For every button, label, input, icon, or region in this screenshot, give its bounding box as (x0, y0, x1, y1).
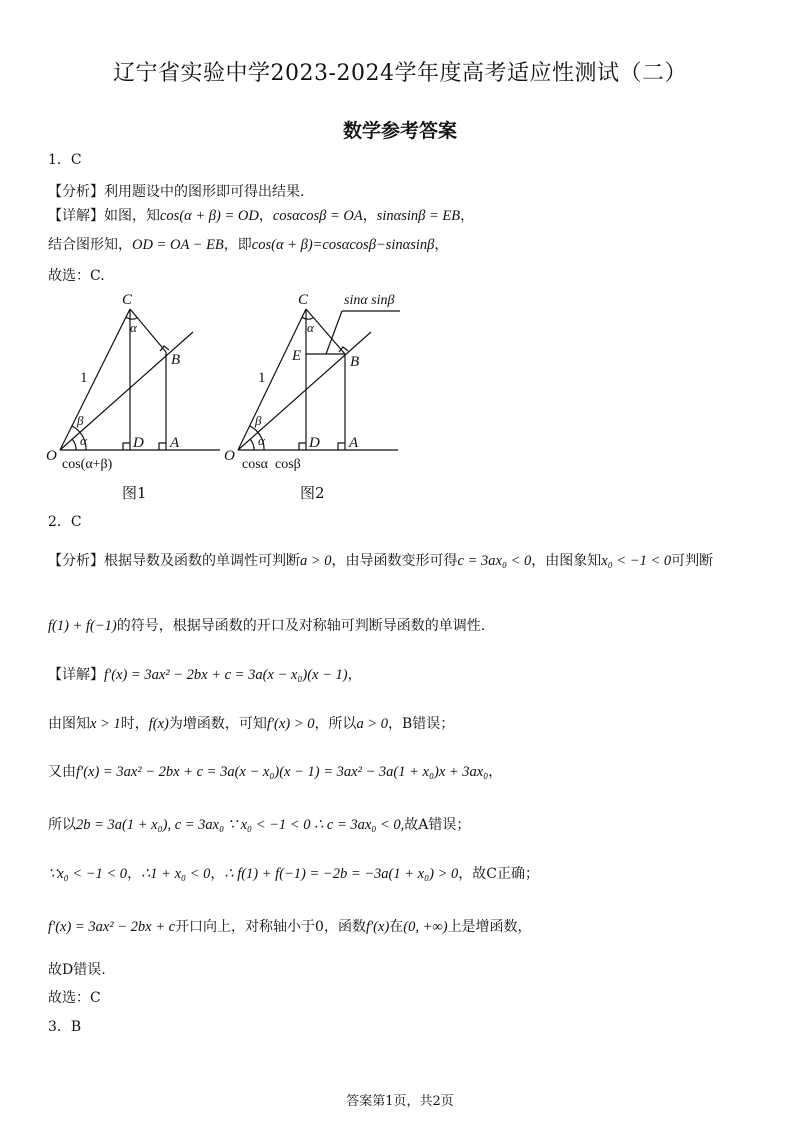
q2-math-a-positive-2: a > 0 (356, 716, 388, 732)
q2-analysis-text: 可判断 (671, 553, 714, 569)
q2-number: 2．C (48, 514, 82, 530)
q1-detail-intro: 如图，知 (104, 208, 160, 224)
text: 由图知 (48, 716, 90, 732)
text: 故A错误； (404, 817, 471, 833)
text: 时， (120, 716, 149, 732)
label-e: E (292, 348, 302, 364)
q2-math-c: c = 3ax₀ < 0 (457, 553, 532, 569)
separator: ， (460, 208, 475, 224)
q1-combine (48, 235, 760, 255)
angle-alpha-top-arc (126, 317, 137, 319)
q1-eq-sin-product: sinαsinβ = EB (376, 208, 461, 224)
analysis-tag: 【分析】 (48, 553, 104, 569)
q2-math-fprime-positive: f′(x) > 0 (266, 716, 315, 732)
q1-eq-identity: cos(α + β)=cosαcosβ−sinαsinβ (251, 237, 435, 253)
q2-analysis-line-1 (48, 551, 760, 571)
right-angle-a (159, 443, 166, 450)
separator: ， (347, 667, 362, 683)
label-c: C (298, 292, 309, 308)
q1-number: 1．C (48, 152, 82, 168)
separator: ， (258, 208, 273, 224)
label-cos-sum: cos(α+β) (62, 457, 113, 472)
q1-choice: 故选：C. (48, 268, 105, 284)
label-o: O (46, 448, 57, 464)
figure-2-diagram (218, 286, 418, 506)
label-d: D (309, 435, 320, 451)
q2-math-therefore: ∴1 + x₀ < 0 (141, 866, 211, 882)
label-b: B (171, 352, 181, 368)
q2-detail (48, 665, 760, 685)
label-o: O (224, 448, 235, 464)
q2-analysis-text: 的符号，根据导函数的开口及对称轴可判断导函数的单调性. (116, 618, 486, 634)
separator: ， (362, 208, 377, 224)
q2-analysis-text: ，由导函数变形可得 (331, 553, 458, 569)
q2-math-f-sum: f(1) + f(−1) (48, 618, 117, 634)
q2-step-5 (48, 917, 760, 937)
segment-oc (60, 309, 130, 450)
q1-detail (48, 206, 760, 226)
q2-analysis-text: ，由图象知 (531, 553, 602, 569)
text: ，B错误； (387, 716, 455, 732)
label-alpha: α (80, 433, 87, 448)
label-beta: β (255, 413, 262, 428)
text: 开口向上，对称轴小于0，函数 (175, 919, 366, 935)
q2-math-a-positive: a > 0 (300, 553, 332, 569)
q2-step-2 (48, 762, 760, 782)
q2-math-expansion: f′(x) = 3ax² − 2bx + c = 3a(x − x₀)(x − 1) = 3ax² − 3a(1 + x₀)x + 3ax₀ (76, 764, 489, 780)
angle-alpha-top-arc (302, 317, 313, 319)
q2-choice: 故选：C (48, 990, 101, 1006)
q1-analysis (48, 182, 760, 202)
label-sin-product: sinα sinβ (344, 293, 395, 308)
q2-math-because: ∵x₀ < −1 < 0 (48, 866, 128, 882)
q2-step-3 (48, 815, 760, 835)
q2-math-fx: f(x) (148, 716, 169, 732)
q2-step-6: 故D错误. (48, 962, 106, 978)
text: 所以 (48, 817, 76, 833)
detail-tag: 【详解】 (48, 667, 104, 683)
angle-alpha-arc (250, 439, 254, 450)
q2-math-interval: (0, +∞) (403, 919, 448, 935)
label-b: B (350, 354, 360, 370)
text: 上是增函数， (447, 919, 532, 935)
q1-eq-cos-sum: cos(α + β) = OD (160, 208, 259, 224)
figure-2-caption: 图2 (300, 484, 325, 502)
separator: ， (210, 866, 225, 882)
q2-math-f-sum-sign: ∴ f(1) + f(−1) = −2b = −3a(1 + x₀) > 0 (224, 866, 459, 882)
page-footer: 答案第1页，共2页 (346, 1094, 454, 1109)
separator: ， (434, 237, 449, 253)
label-a: A (170, 435, 180, 451)
segment-oc (238, 309, 306, 450)
q1-eq-od: OD = OA − EB (132, 237, 224, 253)
q2-analysis-text: 根据导数及函数的单调性可判断 (104, 553, 300, 569)
label-a: A (349, 435, 359, 451)
separator: ， (488, 764, 503, 780)
q2-step-4 (48, 864, 760, 884)
q2-step-1 (48, 714, 760, 734)
q2-math-derivative-form: f′(x) = 3ax² − 2bx + c (48, 919, 176, 935)
label-cos-product: cosα cosβ (242, 457, 301, 472)
text: 在 (389, 919, 404, 935)
label-one: 1 (258, 370, 266, 386)
right-angle-d (299, 443, 306, 450)
detail-tag: 【详解】 (48, 208, 104, 224)
label-beta: β (77, 413, 84, 428)
label-one: 1 (80, 370, 88, 386)
page-title: 辽宁省实验中学2023-2024学年度高考适应性测试（二） (113, 61, 687, 86)
text: 为增函数，可知 (168, 716, 267, 732)
q1-analysis-text: 利用题设中的图形即可得出结果. (104, 184, 305, 200)
q3-number: 3．B (48, 1019, 82, 1035)
figure-1-caption: 图1 (122, 484, 147, 502)
right-angle-a (338, 443, 345, 450)
label-alpha-top: α (307, 320, 314, 335)
right-angle-d (123, 443, 130, 450)
q2-math-coefficients: 2b = 3a(1 + x₀), c = 3ax₀ ∵ x₀ < −1 < 0 ∴ c = 3ax₀ < 0, (76, 817, 405, 833)
text: ，故C正确； (458, 866, 539, 882)
separator: ， (127, 866, 142, 882)
q2-math-fprime: f′(x) (365, 919, 390, 935)
analysis-tag: 【分析】 (48, 184, 104, 200)
q1-combine-intro: 结合图形知， (48, 237, 132, 253)
q2-math-x0: x₀ < −1 < 0 (601, 553, 672, 569)
q1-combine-mid: ，即 (223, 237, 252, 253)
figure-1-diagram (40, 286, 220, 506)
angle-alpha-arc (72, 439, 76, 450)
q2-math-x-gt-1: x > 1 (90, 716, 121, 732)
label-d: D (133, 435, 144, 451)
text: 又由 (48, 764, 76, 780)
q2-analysis-line-2 (48, 616, 760, 636)
q1-eq-cos-product: cosαcosβ = OA (272, 208, 363, 224)
q2-math-derivative: f′(x) = 3ax² − 2bx + c = 3a(x − x₀)(x − 1) (104, 667, 348, 683)
label-alpha: α (258, 433, 265, 448)
label-c: C (122, 292, 133, 308)
label-alpha-top: α (130, 320, 137, 335)
page-subtitle: 数学参考答案 (342, 120, 457, 142)
text: ，所以 (314, 716, 357, 732)
